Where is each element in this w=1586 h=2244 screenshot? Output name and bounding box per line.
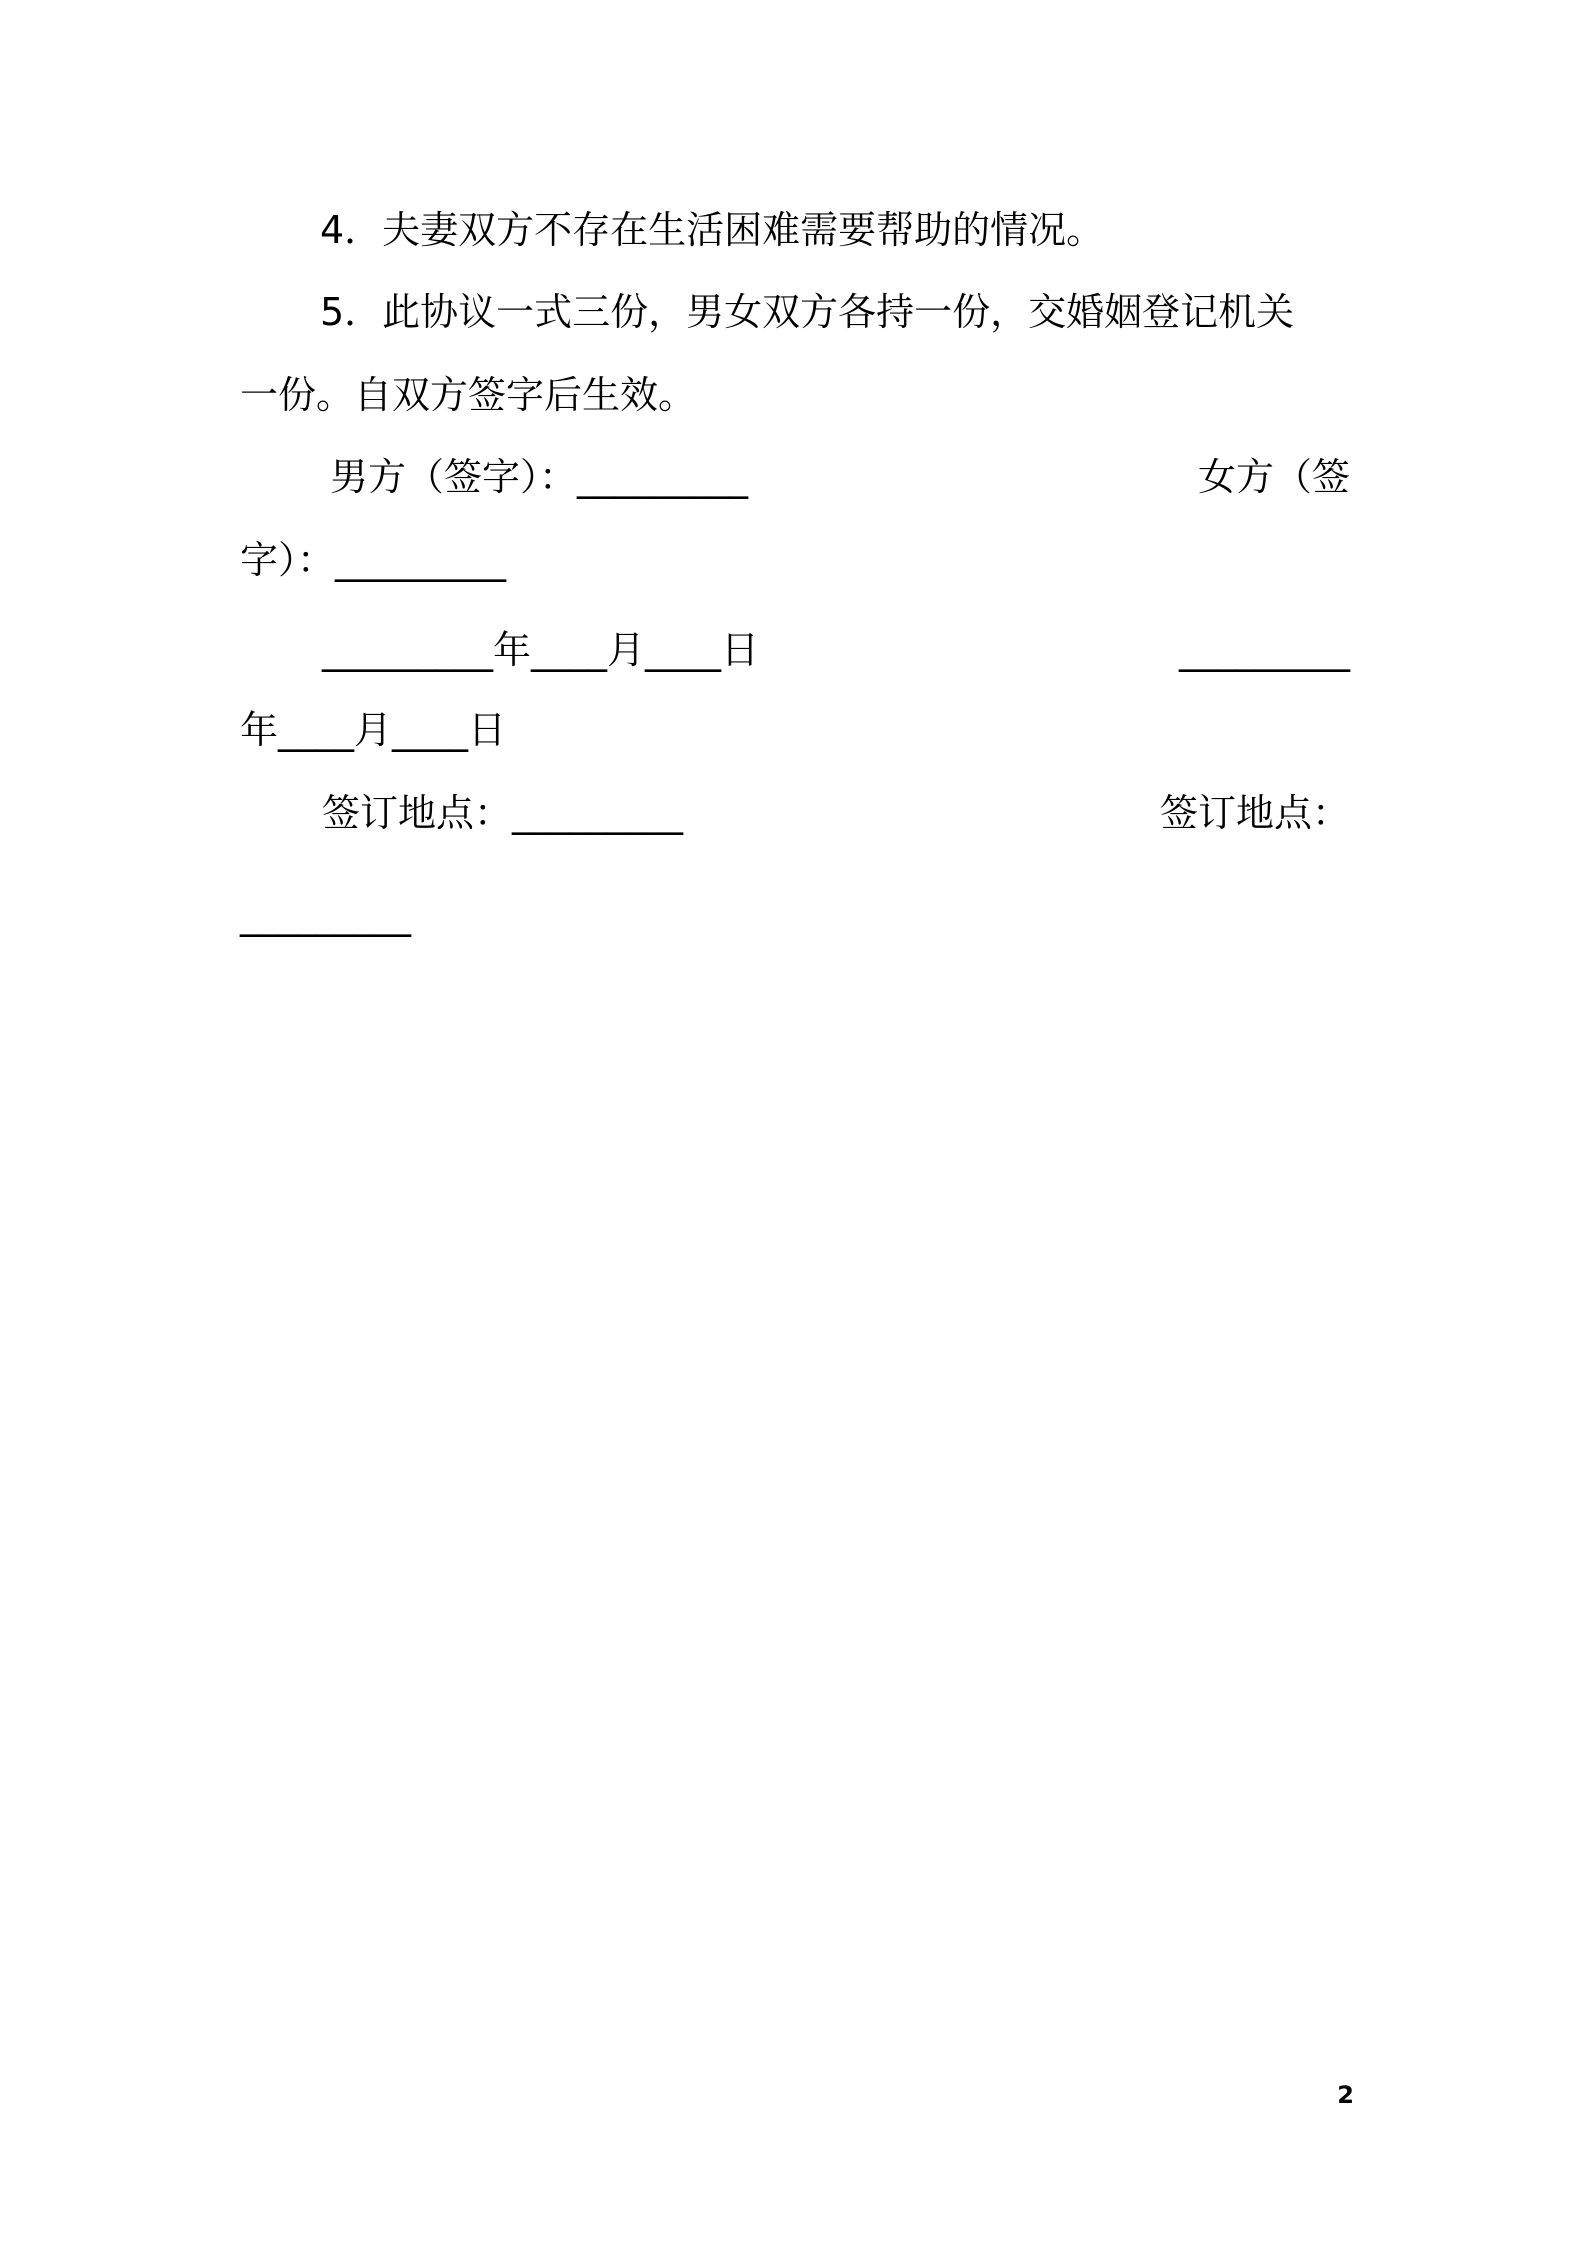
female-signature-end: 字）：_________: [240, 538, 507, 582]
clause-4: 4．夫妻双方不存在生活困难需要帮助的情况。: [320, 208, 1105, 252]
female-place-start: 签订地点：: [1159, 791, 1350, 835]
female-place-end: _________: [240, 893, 411, 937]
male-signature: 男方（签字）：_________: [330, 455, 749, 499]
female-date-start: _________: [1179, 628, 1350, 672]
male-place: 签订地点：_________: [322, 791, 684, 835]
clause-5-line-1: 5．此协议一式三份，男女双方各持一份，交婚姻登记机关: [320, 290, 1295, 334]
male-date: _________年____月____日: [322, 628, 760, 672]
female-signature-start: 女方（签: [1197, 455, 1350, 499]
page-number: 2: [1337, 2081, 1354, 2109]
clause-5-line-2: 一份。自双方签字后生效。: [240, 373, 697, 417]
female-date-end: 年____月____日: [240, 708, 507, 752]
